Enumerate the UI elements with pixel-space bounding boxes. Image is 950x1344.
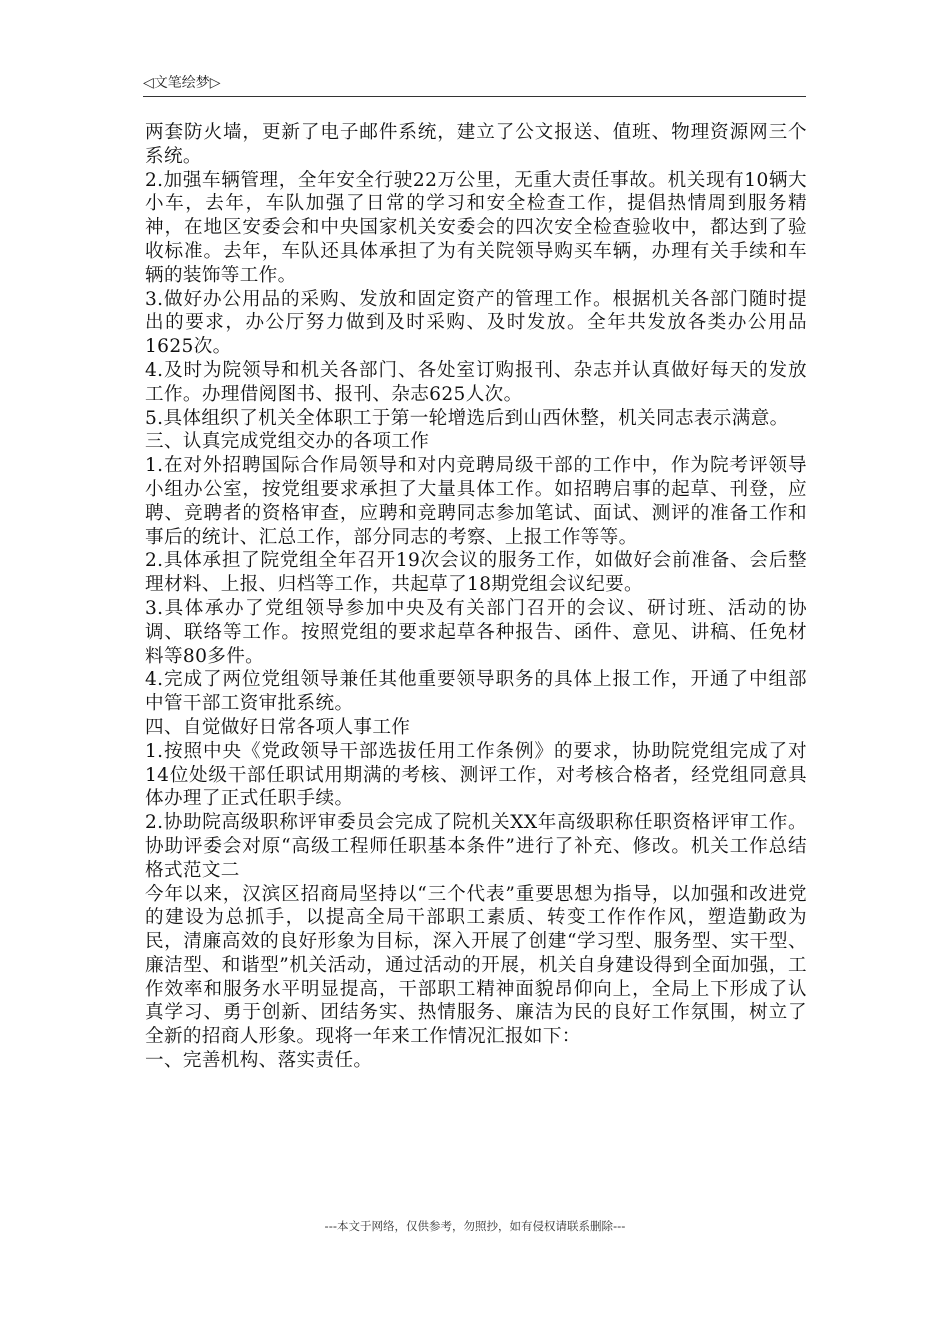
- paragraph: 5.具体组织了机关全体职工于第一轮增选后到山西休整，机关同志表示满意。: [145, 407, 789, 429]
- paragraph: 两套防火墙，更新了电子邮件系统，建立了公文报送、值班、物理资源网三个系统。: [145, 122, 807, 167]
- section-heading: 三、认真完成党组交办的各项工作: [145, 431, 430, 453]
- paragraph: 3.做好办公用品的采购、发放和固定资产的管理工作。根据机关各部门随时提出的要求，办公厅努力做到及时采购、及时发放。全年共发放各类办公用品1625次。: [145, 288, 807, 358]
- copyright-footer: ---本文于网络，仅供参考，勿照抄，如有侵权请联系删除---: [324, 1219, 626, 1233]
- document-header-title: ◁文笔绘梦▷: [143, 75, 221, 91]
- paragraph: 今年以来，汉滨区招商局坚持以“三个代表”重要思想为指导，以加强和改进党的建设为总抓手，以提高全局干部职工素质、转变工作作作风，塑造勤政为民，清廉高效的良好形象为目标，深入开展了创建“学习型、服务型、实干型、廉洁型、和谐型”机关活动，通过活动的开展，机关自身建设得到全面加强，工作效率和服务水平明显提高，干部职工精神面貌昂仰向上，全局上下形成了认真学习、勇于创新、团结务实、热情服务、廉洁为民的良好工作氛围，树立了全新的招商人形象。现将一年来工作情况汇报如下：: [145, 883, 807, 1048]
- paragraph: 1.按照中央《党政领导干部选拔任用工作条例》的要求，协助院党组完成了对14位处级干部任职试用期满的考核、测评工作，对考核合格者，经党组同意具体办理了正式任职手续。: [145, 740, 807, 810]
- paragraph: 3.具体承办了党组领导参加中央及有关部门召开的会议、研讨班、活动的协调、联络等工作。按照党组的要求起草各种报告、函件、意见、讲稿、任免材料等80多件。: [145, 597, 807, 667]
- section-heading: 四、自觉做好日常各项人事工作: [145, 716, 411, 738]
- paragraph: 4.完成了两位党组领导兼任其他重要领导职务的具体上报工作，开通了中组部中管干部工资审批系统。: [145, 669, 807, 715]
- section-heading: 一、完善机构、落实责任。: [145, 1050, 373, 1072]
- document-body: [145, 121, 807, 1073]
- paragraph: 1.在对外招聘国际合作局领导和对内竞聘局级干部的工作中，作为院考评领导小组办公室，按党组要求承担了大量具体工作。如招聘启事的起草、刊登，应聘、竞聘者的资格审查，应聘和竞聘同志参加笔试、面试、测评的准备工作和事后的统计、汇总工作，部分同志的考察、上报工作等等。: [145, 455, 807, 548]
- paragraph: 2.具体承担了院党组全年召开19次会议的服务工作，如做好会前准备、会后整理材料、上报、归档等工作，共起草了18期党组会议纪要。: [145, 550, 807, 596]
- paragraph: 4.及时为院领导和机关各部门、各处室订购报刊、杂志并认真做好每天的发放工作。办理借阅图书、报刊、杂志625人次。: [145, 359, 807, 405]
- paragraph: 2.协助院高级职称评审委员会完成了院机关XX年高级职称任职资格评审工作。协助评委会对原“高级工程师任职基本条件”进行了补充、修改。机关工作总结格式范文二: [145, 812, 807, 881]
- paragraph: 2.加强车辆管理，全年安全行驶22万公里，无重大责任事故。机关现有10辆大小车，去年，车队加强了日常的学习和安全检查工作，提倡热情周到服务精神，在地区安委会和中央国家机关安委会的四次安全检查验收中，都达到了验收标准。去年，车队还具体承担了为有关院领导购买车辆，办理有关手续和车辆的装饰等工作。: [145, 169, 807, 286]
- header-divider: [143, 96, 806, 97]
